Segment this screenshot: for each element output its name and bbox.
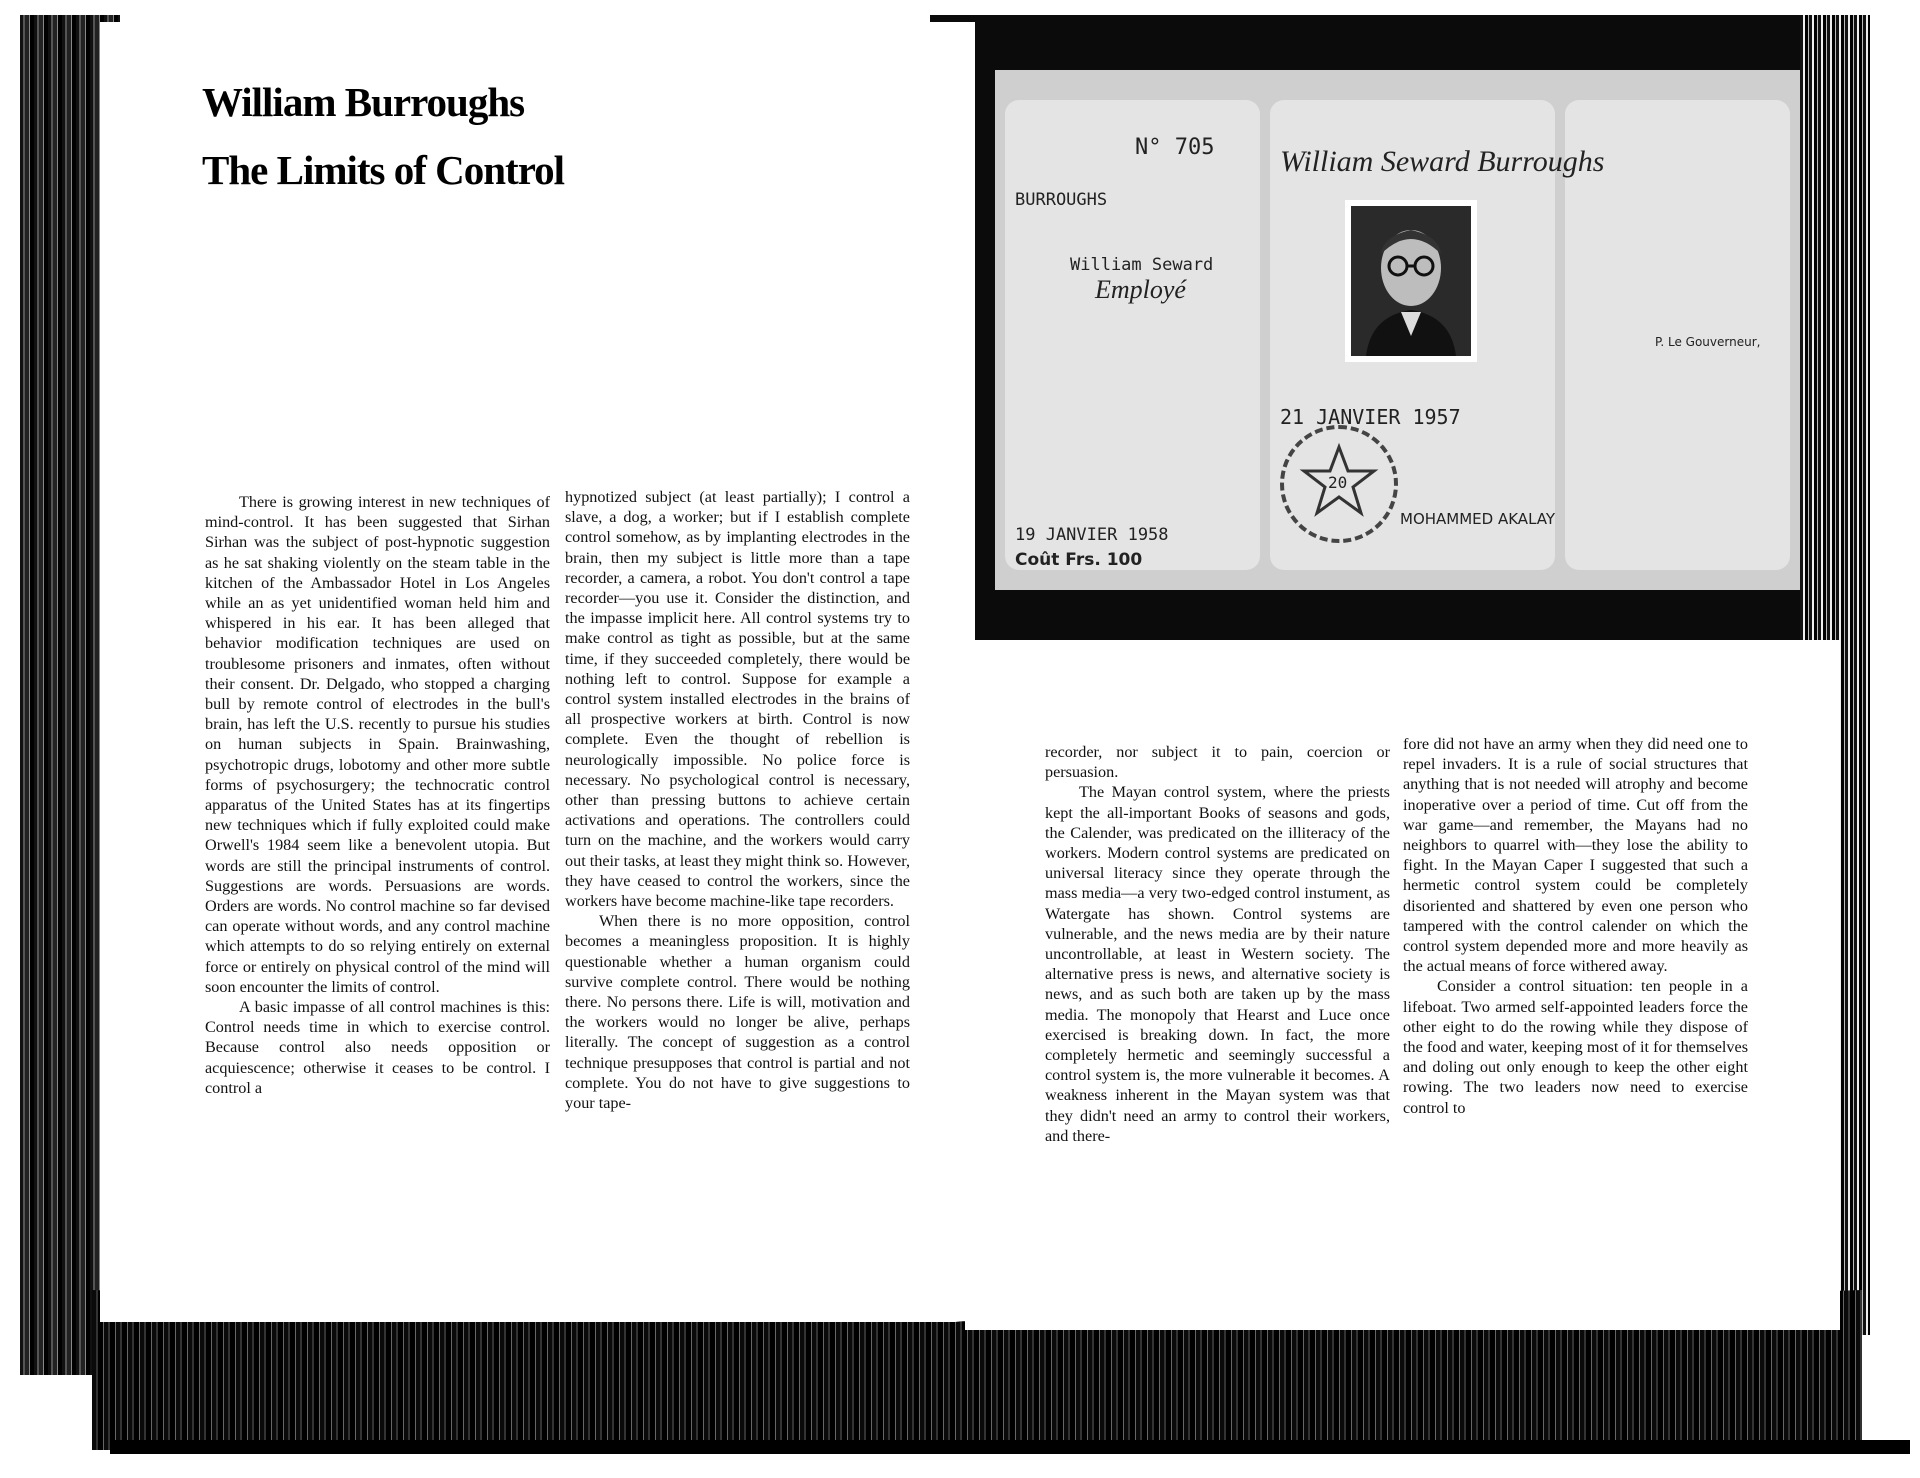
paragraph: There is growing interest in new techniques of mind-control. It has been suggested that Sirhan Sirhan was the subject of post-hypnotic suggestion as he sat shaking violently on the steam table in the kitchen of the Ambassador Hotel in Los Angeles while an as yet unidentified woman held him and whispered in his ear. It has been alleged that behavior modification techniques are used on troublesome prisoners and inmates, often without their consent. Dr. Delgado, who stopped a charging bull by remote control of electrodes in the bull's brain, has left the U.S. recently to pursue his studies on human subjects in Spain. Brainwashing, psychotropic drugs, lobotomy and other more subtle forms of psychosurgery; the technocratic control apparatus of the United States has at its fingertips new techniques which if fully exploited could make Orwell's 1984 seem like a benevolent utopia. But words are still the principal instruments of control. Suggestions are words. Persuasions are words. Orders are words. No control machine so far devised can operate without words, and any control machine which attempts to do so relying entirely on external force or entirely on physical control of the mind will soon encounter the limits of control. <box>205 493 550 996</box>
id-card-official-name: MOHAMMED AKALAY <box>1400 510 1556 528</box>
article-column-1 <box>205 492 550 1098</box>
paragraph: fore did not have an army when they did need one to repel invaders. It is a rule of social structures that anything that is not needed will atrophy and become inoperative over a period of time. Cut off from the war game—and remember, the Mayans had no neighbors to quarrel with—they lose the ability to fight. In the Mayan Caper I suggested that such a hermetic control system could be completely disoriented and shattered by even one person who tampered with the control calender on which the control system depended more and more heavily as the actual means of force withered away. <box>1403 735 1748 976</box>
paragraph: hypnotized subject (at least partially); I control a slave, a dog, a worker; but if I establish complete control somehow, as by implanting electrodes in the brain, then my subject is little more than a tape recorder, a camera, a robot. You don't control a tape recorder—you use it. Consider the distinction, and the impasse implicit here. All control systems try to make control as tight as possible, but at the same time, if they succeeded completely, there would be nothing left to control. Suppose for example a control system installed electrodes in the brains of all prospective workers at birth. Control is now complete. Even the thought of rebellion is neurologically impossible. No police force is necessary. No psychological control is necessary, other than pressing buttons to achieve certain activations and operations. The controllers could turn on the machine, and the workers would carry out their tasks, at least they might think so. However, they have ceased to control the workers, since the workers have become machine-like tape recorders. <box>565 488 910 911</box>
paragraph: Consider a control situation: ten people in a lifeboat. Two armed self-appointed leaders force the other eight to do the rowing while they dispose of the food and water, keeping most of it for themselves and doling out only enough to keep the other eight rowing. The two leaders now need to exercise control to <box>1403 977 1748 1117</box>
stamp-value: 20 <box>1328 473 1348 492</box>
id-card-issue-date: 21 JANVIER 1957 <box>1280 405 1461 429</box>
paragraph: When there is no more opposition, control becomes a meaningless proposition. It is highly questionable whether a human organism could survive complete control. There would be nothing there. No persons there. Life is will, motivation and the workers would no longer be alive, perhaps literally. The concept of suggestion as a control technique presupposes that control is partial and not complete. You do not have to give suggestions to your tape- <box>565 912 910 1113</box>
article-title: The Limits of Control <box>202 147 565 193</box>
id-card-left-panel <box>1005 100 1260 570</box>
id-card-first-names: William Seward <box>1070 255 1214 275</box>
id-card-surname: BURROUGHS <box>1015 190 1108 210</box>
article-column-2 <box>565 487 910 1113</box>
id-card-cost: Coût Frs. 100 <box>1015 550 1143 570</box>
portrait-photo <box>1345 200 1477 362</box>
official-stamp <box>1280 425 1398 543</box>
id-card-photo <box>995 70 1800 590</box>
id-card-number: N° 705 <box>1135 135 1215 160</box>
id-card-profession: Employé <box>1095 275 1186 304</box>
article-column-3 <box>1045 742 1390 1146</box>
paragraph: A basic impasse of all control machines is this: Control needs time in which to exercise control. Because control also needs opposition or acquiescence; otherwise it ceases to be control. I control a <box>205 998 550 1097</box>
scan-bottom-border <box>110 1440 1910 1454</box>
id-card-governor: P. Le Gouverneur, <box>1655 335 1761 349</box>
author-heading: William Burroughs <box>202 79 525 125</box>
paragraph: The Mayan control system, where the priests kept the all-important Books of seasons and gods, the Calender, was predicated on the illiteracy of the workers. Modern control systems are predicated on universal literacy since they operate through the mass media—a very two-edged control instument, as Watergate has shown. Control systems are vulnerable, and the news media are by their nature uncontrollable, at least in Western society. The alternative press is news, and alternative society is news, and as such both are taken up by the mass media. The monopoly that Hearst and Luce once exercised is breaking down. In fact, the more completely hermetic and seemingly successful a control system is, the more vulnerable it becomes. A weakness inherent in the Mayan system was that they didn't need an army to control their workers, and there- <box>1045 783 1390 1145</box>
article-column-4 <box>1403 734 1748 1118</box>
id-card-expiry-date: 19 JANVIER 1958 <box>1015 525 1169 545</box>
id-card-signature: William Seward Burroughs <box>1280 145 1605 178</box>
portrait-icon <box>1351 206 1471 356</box>
paragraph: recorder, nor subject it to pain, coercion or persuasion. <box>1045 743 1390 782</box>
